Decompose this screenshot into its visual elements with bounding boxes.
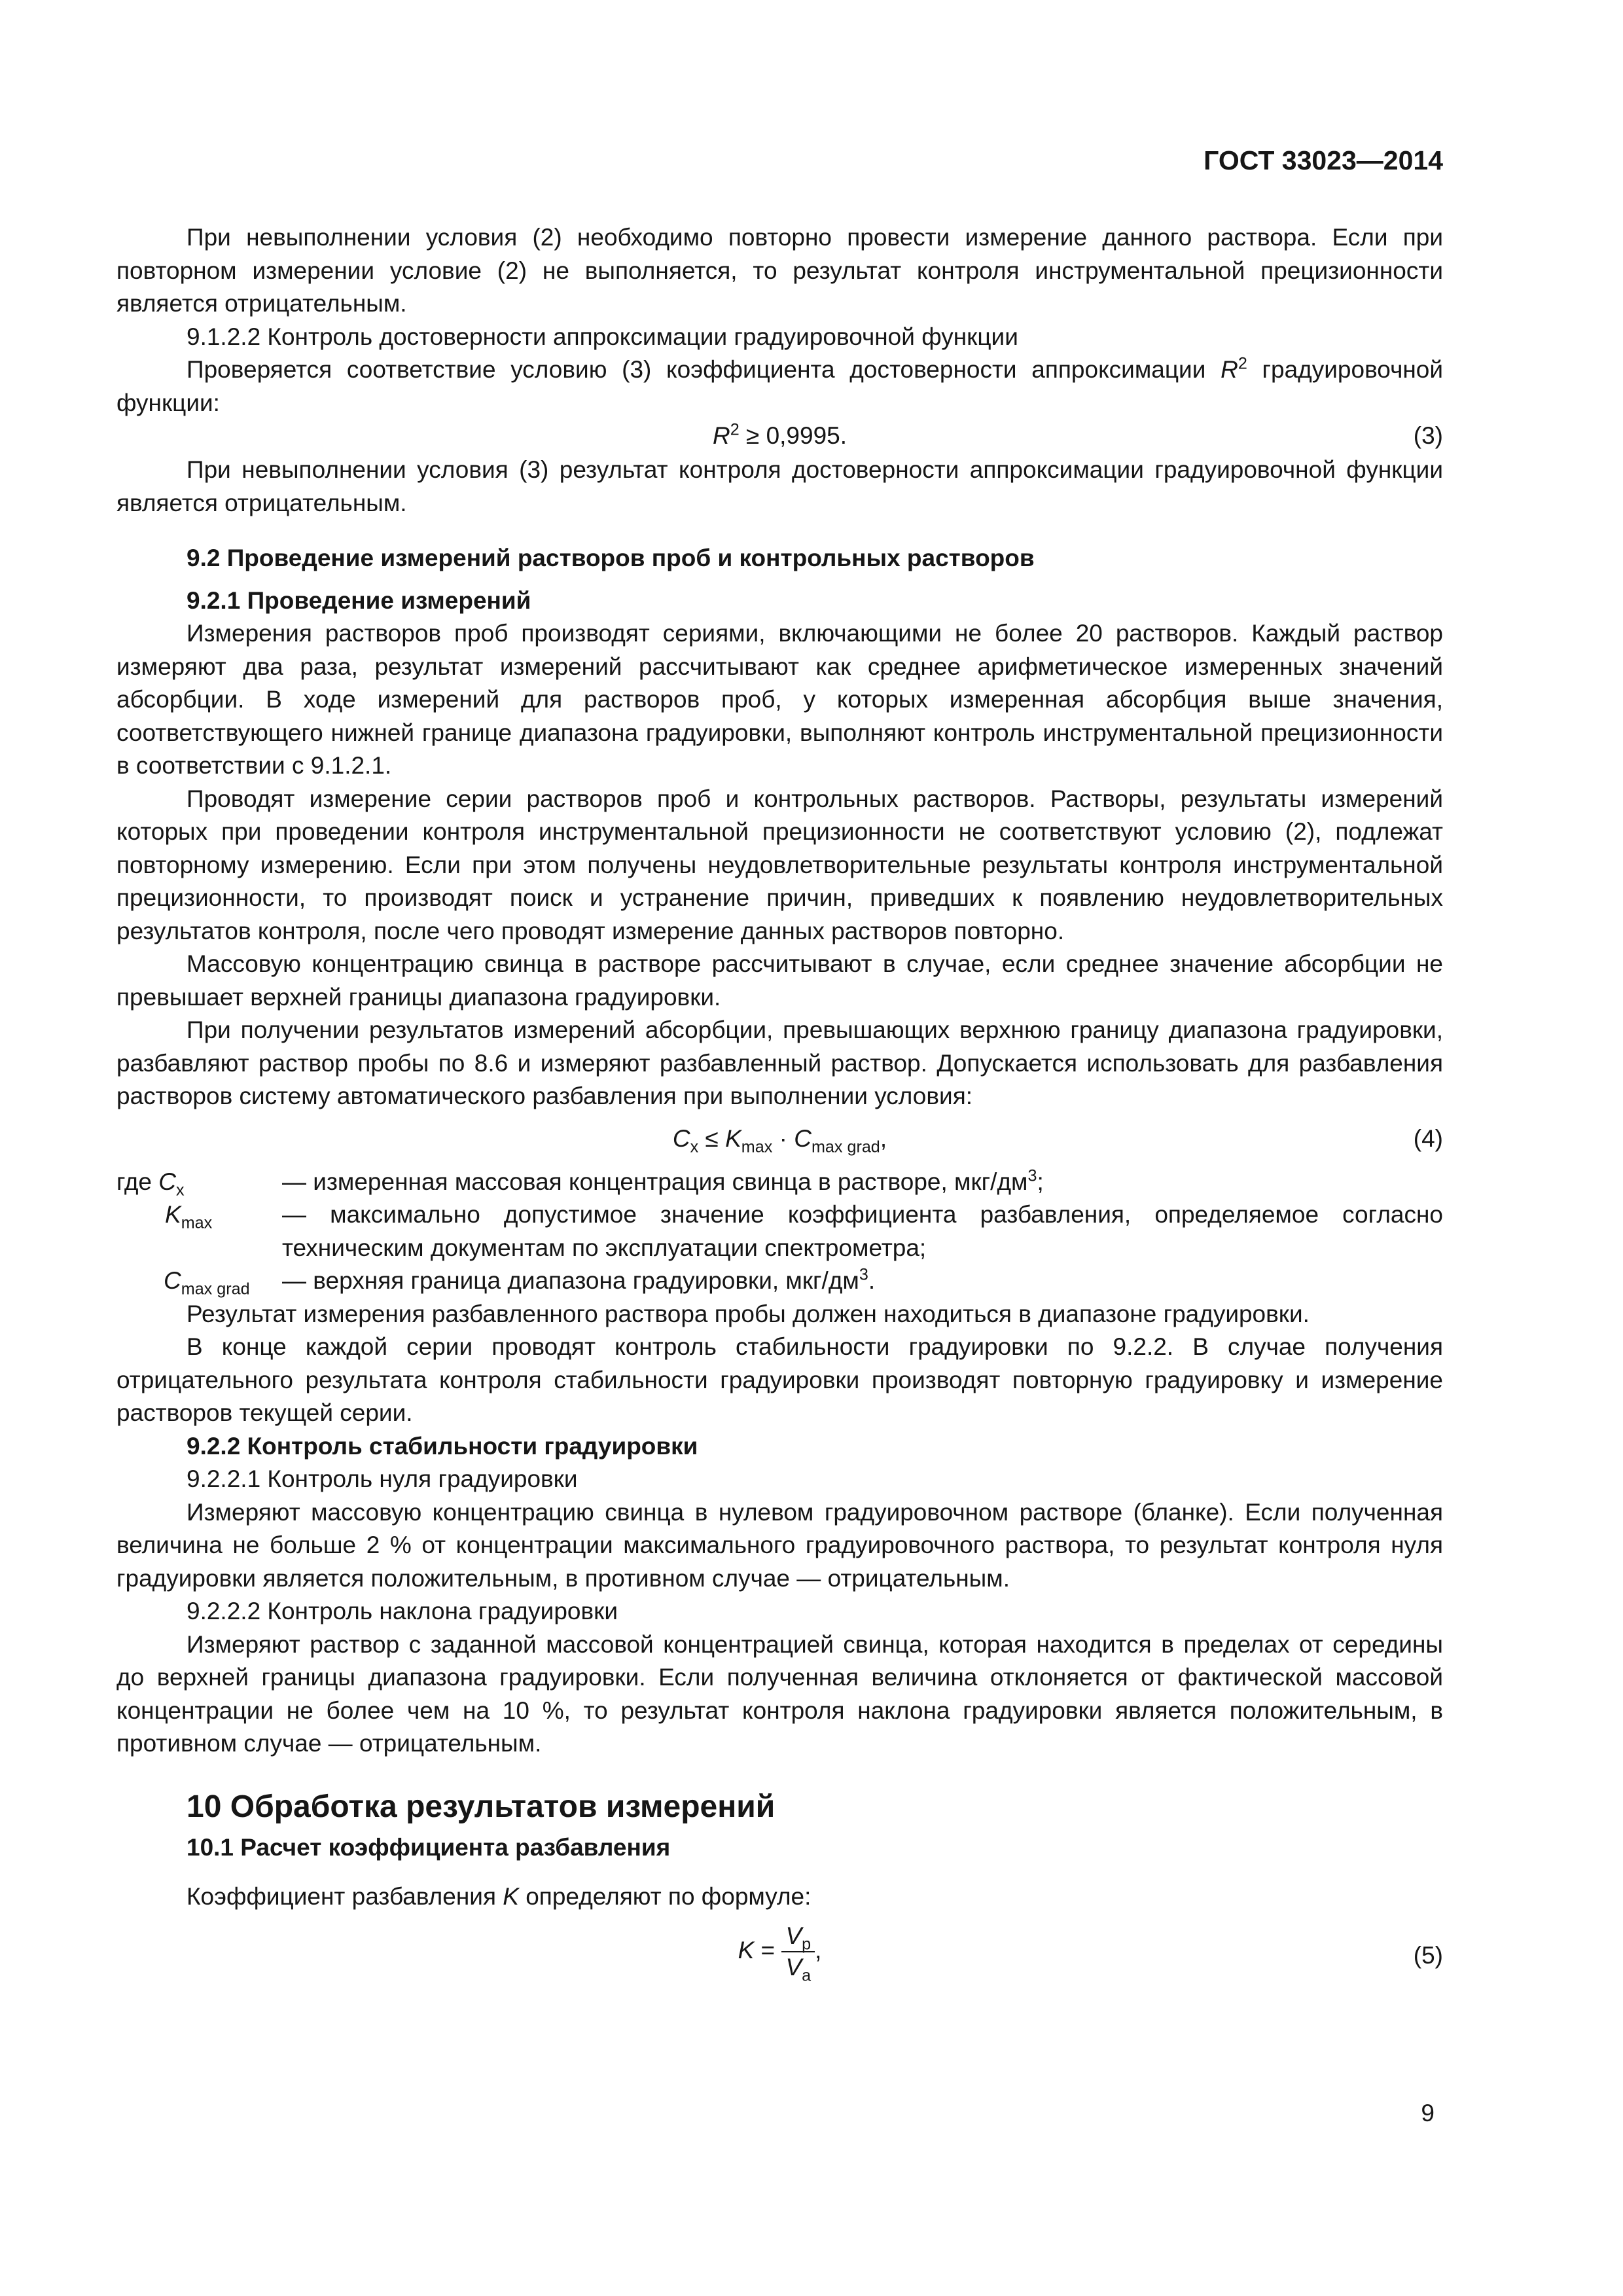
- where-item: где $C_x$ — измеренная массовая концентрация свинца в растворе, мкг/$дм^3$;: [116, 1166, 1044, 1199]
- paragraph: Проводят измерение серии растворов проб и контрольных растворов. Растворы, результаты измерений которых при проведении контроля инструментальной прецизионности не соответствуют условию (2), подлежат повторному измерению. Если при этом получены неудовлетворительные результаты контроля инструментальной прецизионности, то производят поиск и устранение причин, приведших к появлению неудовлетворительных результатов контроля, после чего проводят измерение данных растворов повторно.: [116, 785, 1443, 944]
- section-heading-9-2-1: 9.2.1 Проведение измерений: [187, 586, 531, 614]
- paragraph: При невыполнении условия (3) результат контроля достоверности аппроксимации градуировочной функции является отрицательным.: [116, 456, 1443, 516]
- paragraph: При получении результатов измерений абсорбции, превышающих верхнюю границу диапазона градуировки, разбавляют раствор пробы по 8.6 и измеряют разбавленный раствор. Допускается использовать для разбавления растворов систему автоматического разбавления при выполнении условия:: [116, 1016, 1443, 1109]
- paragraph: Результат измерения разбавленного раствора пробы должен находиться в диапазоне градуировки.: [187, 1300, 1310, 1327]
- section-heading-9-2-2: 9.2.2 Контроль стабильности градуировки: [187, 1432, 698, 1460]
- formula-number: (5): [1413, 1942, 1443, 1969]
- standard-header: ГОСТ 33023—2014: [1204, 145, 1443, 175]
- formula-number: (3): [1413, 422, 1443, 449]
- formula-3: $R^2 \ge 0,9995$. (3): [116, 420, 1443, 454]
- clause-heading: 9.2.2.2 Контроль наклона градуировки: [187, 1598, 618, 1624]
- paragraph: Проверяется соответствие условию (3) коэффициента достоверности аппроксимации $R^2$ градуировочной функции:: [116, 354, 1444, 416]
- clause-heading: 9.1.2.2 Контроль достоверности аппроксимации градуировочной функции: [187, 323, 1018, 350]
- paragraph: Измерения растворов проб производят сериями, включающими не более 20 растворов. Каждый раствор измеряют два раза, результат измерений рассчитывают как среднее арифметическое измеренных значений абсорбции. В ходе измерений для растворов проб, у которых измеренная абсорбция выше значения, соответствующего нижней границе диапазона градуировки, выполняют контроль инструментальной прецизионности в соответствии с 9.1.2.1.: [116, 620, 1443, 779]
- fraction: $\frac{V_p}{V_a}$: [781, 1921, 815, 1982]
- formula-4: $C_x \le K_{max} \cdot C_{max grad}$, (4): [116, 1122, 1443, 1157]
- page-number: 9: [1421, 2100, 1435, 2126]
- document-body: [116, 221, 1443, 1993]
- where-item: $C_{max grad}$ — верхняя граница диапазона градуировки, мкг/$дм^3$.: [164, 1265, 876, 1299]
- paragraph: В конце каждой серии проводят контроль стабильности градуировки по 9.2.2. В случае получения отрицательного результата контроля стабильности градуировки производят повторную градуировку и измерение растворов текущей серии.: [116, 1333, 1443, 1426]
- where-item: $K_{max}$ — максимально допустимое значение коэффициента разбавления, определяемое согласно техническим документам по эксплуатации спектрометра;: [165, 1201, 1443, 1261]
- section-heading-10-1: 10.1 Расчет коэффициента разбавления: [187, 1834, 671, 1861]
- formula-5: K = $\frac{V_p}{V_a}$ , (5): [738, 1922, 1443, 1985]
- clause-heading: 9.2.2.1 Контроль нуля градуировки: [187, 1465, 578, 1492]
- section-heading-10: 10 Обработка результатов измерений: [187, 1789, 776, 1824]
- section-heading-9-2: 9.2 Проведение измерений растворов проб и контрольных растворов: [187, 545, 1035, 571]
- paragraph: Коэффициент разбавления K определяют по формуле:: [187, 1882, 812, 1910]
- paragraph: Измеряют массовую концентрацию свинца в нулевом градуировочном растворе (бланке). Если полученная величина не больше 2 % от концентрации максимального градуировочного раствора, то результат контроля нуля градуировки является положительным, в противном случае — отрицательным.: [116, 1498, 1443, 1592]
- formula-number: (4): [1413, 1124, 1443, 1152]
- where-list: [116, 1166, 1443, 1298]
- paragraph: При невыполнении условия (2) необходимо повторно провести измерение данного раствора. Если при повторном измерении условие (2) не выполняется, то результат контроля инструментальной прецизионности является отрицательным.: [116, 224, 1443, 317]
- paragraph: Измеряют раствор с заданной массовой концентрацией свинца, которая находится в пределах от середины до верхней границы диапазона градуировки. Если полученная величина отклоняется от фактической массовой концентрации не более чем на 10 %, то результат контроля наклона градуировки является положительным, в противном случае — отрицательным.: [116, 1630, 1443, 1757]
- paragraph: Массовую концентрацию свинца в растворе рассчитывают в случае, если среднее значение абсорбции не превышает верхней границы диапазона градуировки.: [116, 950, 1443, 1011]
